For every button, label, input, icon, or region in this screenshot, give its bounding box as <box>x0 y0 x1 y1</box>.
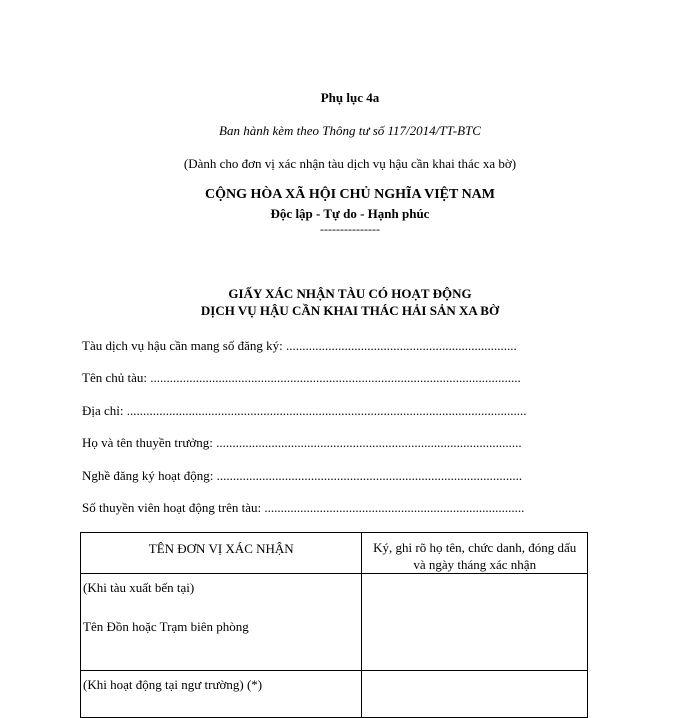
row-departure-label: (Khi tàu xuất bến tại) <box>83 580 195 595</box>
row-departure-station: Tên Đồn hoặc Trạm biên phòng <box>83 619 249 634</box>
issued-with-line: Ban hành kèm theo Thông tư số 117/2014/TT-BTC <box>219 123 481 138</box>
field-captain-name: Họ và tên thuyền trưởng: .............................................................................................. <box>82 435 522 450</box>
header-separator: --------------- <box>320 222 380 236</box>
usage-note: (Dành cho đơn vị xác nhận tàu dịch vụ hậu cần khai thác xa bờ) <box>183 156 517 171</box>
field-registered-activity: Nghề đăng ký hoạt động: .............................................................................................. <box>82 468 523 483</box>
document-title-line2: DỊCH VỤ HẬU CẦN KHAI THÁC HẢI SẢN XA BỜ <box>200 303 500 318</box>
col-header-signature <box>362 533 588 574</box>
document-title-line1: GIẤY XÁC NHẬN TÀU CÓ HOẠT ĐỘNG <box>228 286 472 301</box>
table-header-row <box>81 533 588 574</box>
national-motto: Độc lập - Tự do - Hạnh phúc <box>270 206 430 221</box>
row-fishing-ground-signature <box>362 671 588 718</box>
field-address: Địa chỉ: ........................................................................................................................... <box>82 403 527 418</box>
table-row <box>81 671 588 718</box>
col-header-unit: TÊN ĐƠN VỊ XÁC NHẬN <box>81 533 362 574</box>
table-row <box>81 574 588 671</box>
col-header-signature-line2: và ngày tháng xác nhận <box>413 557 537 572</box>
appendix-label: Phụ lục 4a <box>320 90 380 105</box>
field-owner-name: Tên chủ tàu: .................................................................................................................. <box>82 370 521 385</box>
national-name: CỘNG HÒA XÃ HỘI CHỦ NGHĨA VIỆT NAM <box>204 187 495 202</box>
field-crew-count: Số thuyền viên hoạt động trên tàu: ................................................................................ <box>82 500 525 515</box>
row-fishing-ground-unit: (Khi hoạt động tại ngư trường) (*) <box>81 671 362 718</box>
row-departure-signature <box>362 574 588 671</box>
col-header-signature-line1: Ký, ghi rõ họ tên, chức danh, đóng dấu <box>373 540 577 555</box>
row-departure-unit <box>81 574 362 671</box>
confirmation-table <box>80 532 588 718</box>
field-registration-number: Tàu dịch vụ hậu cần mang số đăng ký: ....................................................................... <box>82 338 517 353</box>
